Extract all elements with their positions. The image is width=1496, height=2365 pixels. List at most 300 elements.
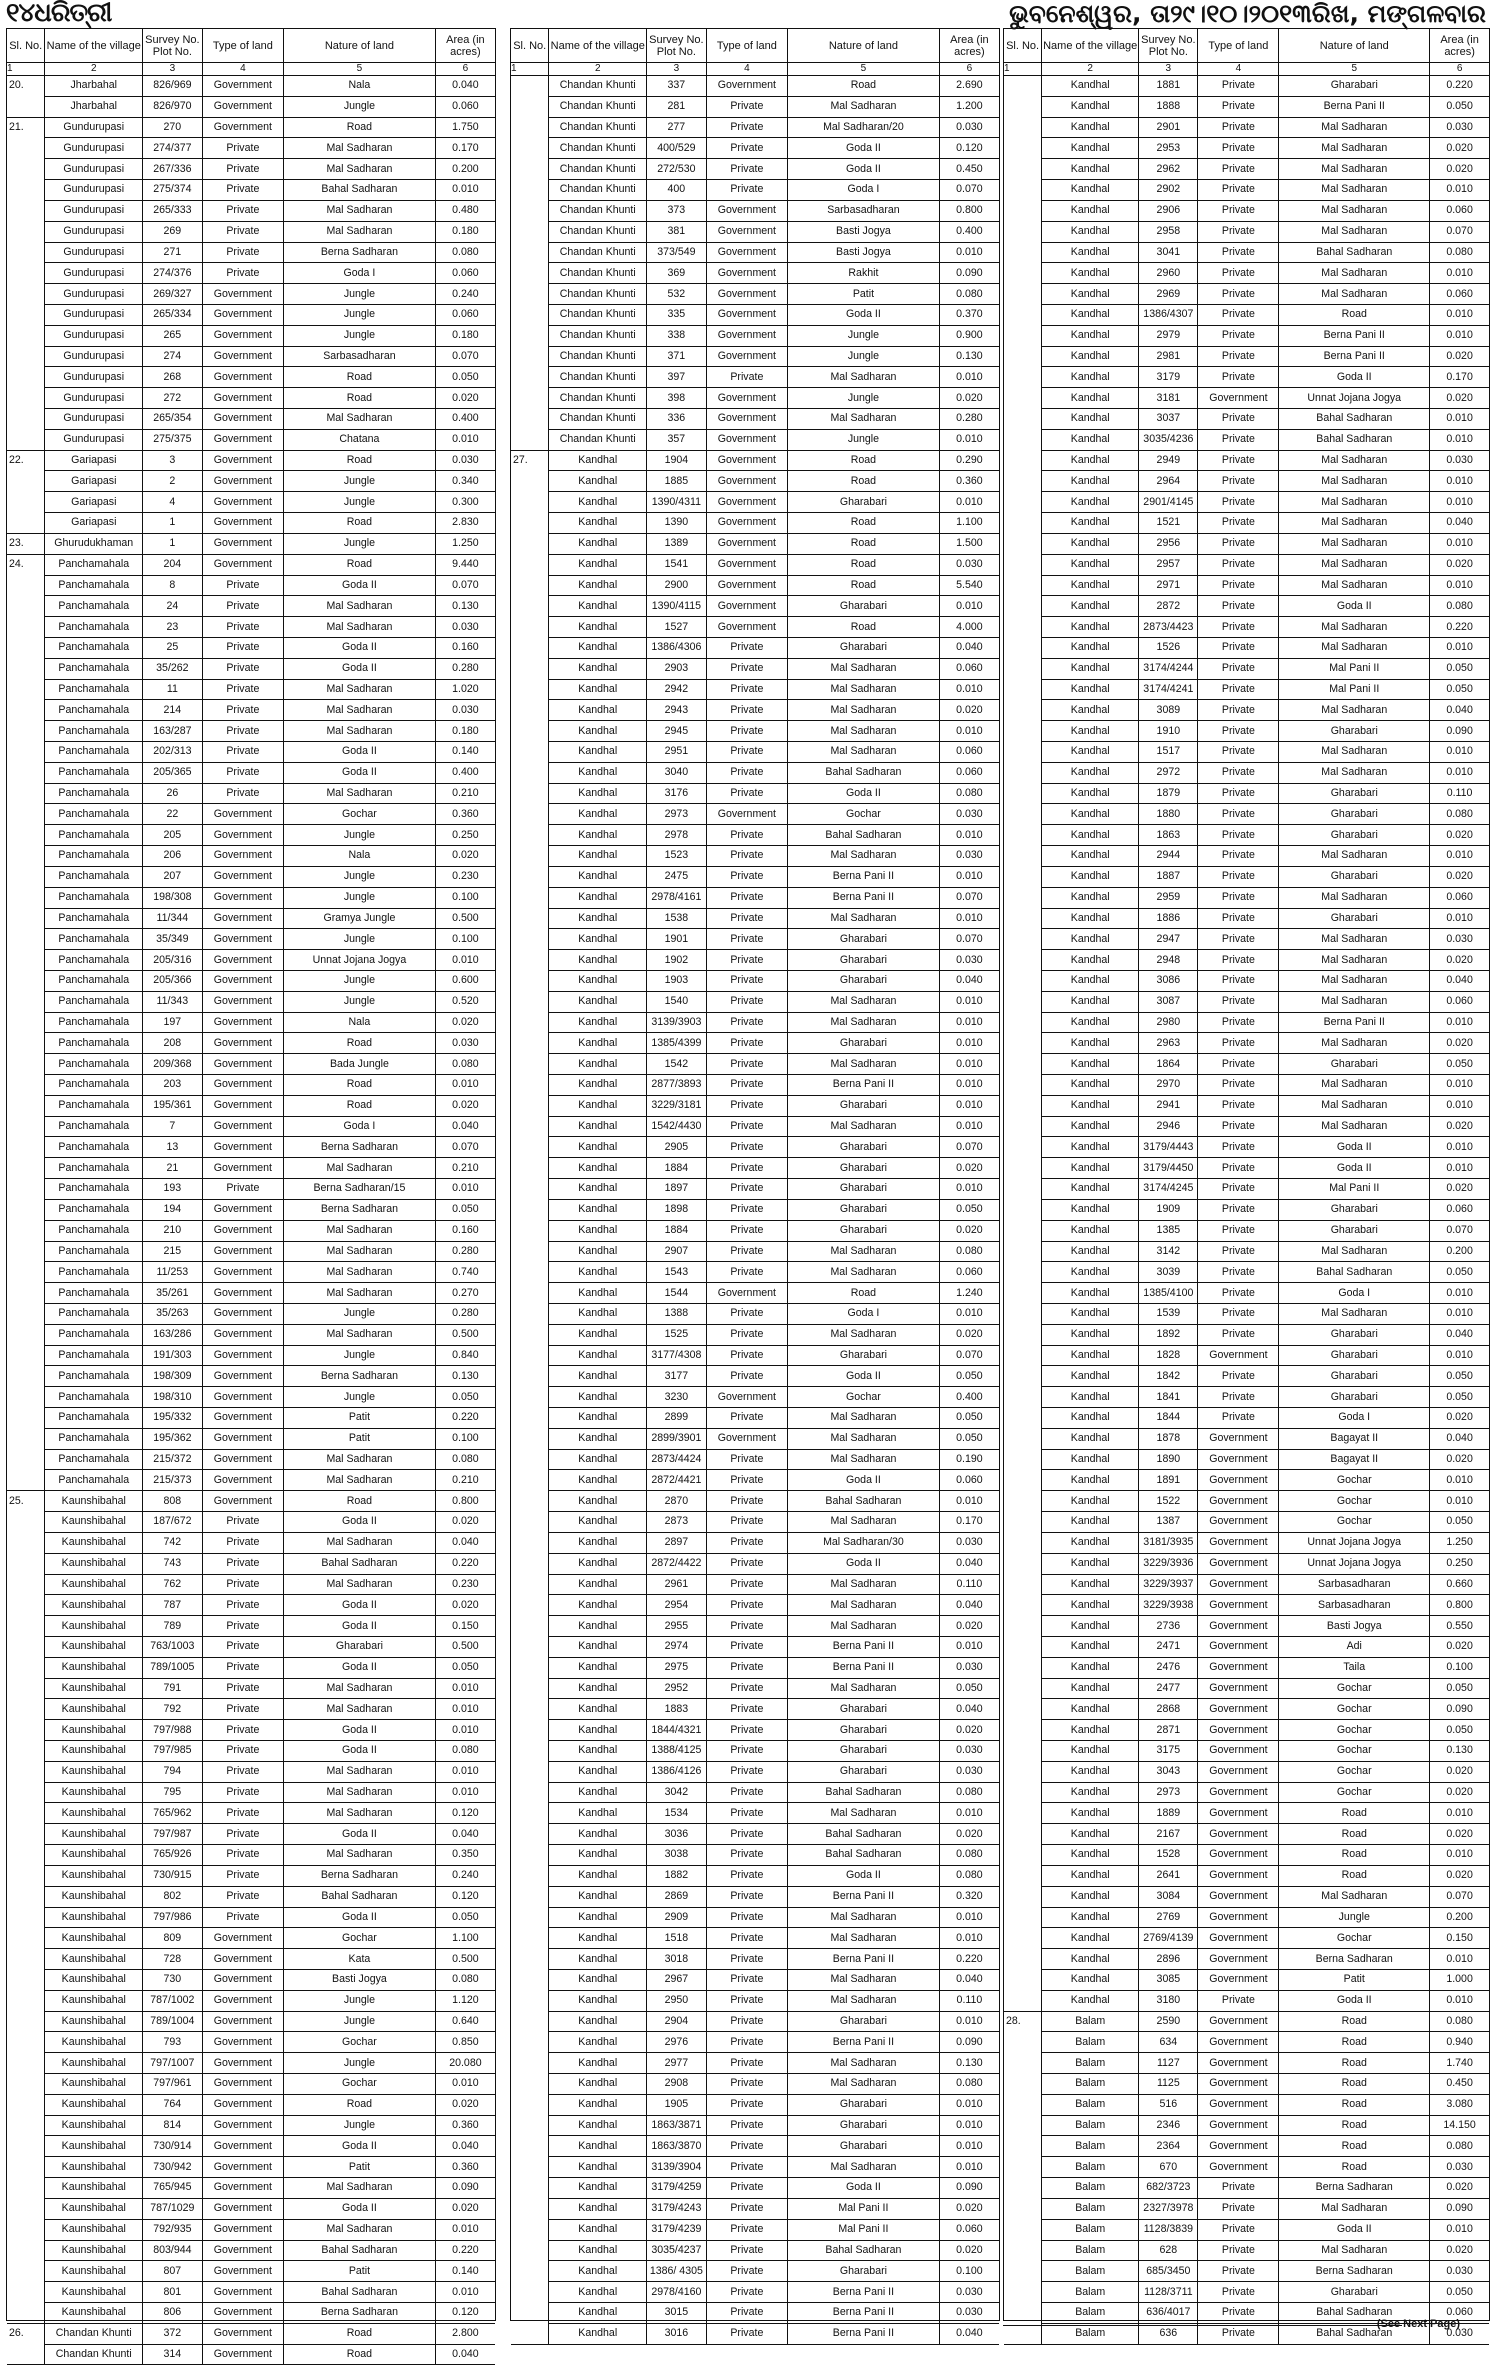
land-nature: Patit <box>284 2261 436 2282</box>
land-nature: Bahal Sadharan <box>284 1553 436 1574</box>
land-type: Private <box>1198 846 1279 867</box>
sl-no <box>7 1470 45 1491</box>
table-row <box>7 617 495 638</box>
area-acres: 0.230 <box>435 1574 495 1595</box>
sl-no <box>511 1512 549 1533</box>
survey-plot-no: 789/1004 <box>143 2011 203 2032</box>
sl-no <box>1004 533 1042 554</box>
table-row <box>7 1803 495 1824</box>
village-name: Kaunshibahal <box>45 1512 143 1533</box>
area-acres: 0.240 <box>435 1865 495 1886</box>
survey-plot-no: 2909 <box>647 1907 707 1928</box>
table-row <box>511 804 999 825</box>
table-row <box>1004 679 1489 700</box>
table-row <box>511 1865 999 1886</box>
village-name: Kandhal <box>549 1845 647 1866</box>
sl-no <box>511 388 549 409</box>
survey-plot-no: 826/969 <box>143 76 203 97</box>
area-acres: 0.010 <box>1430 1137 1489 1158</box>
village-name: Panchamahala <box>45 554 143 575</box>
land-type: Government <box>202 284 283 305</box>
land-type: Private <box>1198 2198 1279 2219</box>
survey-plot-no: 2959 <box>1139 887 1198 908</box>
land-nature: Berna Sadharan/15 <box>284 1179 436 1200</box>
village-name: Kandhal <box>1042 1990 1139 2011</box>
survey-plot-no: 2954 <box>647 1595 707 1616</box>
land-nature: Road <box>284 1095 436 1116</box>
area-acres: 2.800 <box>435 2323 495 2344</box>
land-nature: Gharabari <box>788 492 940 513</box>
area-acres: 0.020 <box>435 1095 495 1116</box>
land-type: Government <box>202 1220 283 1241</box>
area-acres: 0.060 <box>939 762 999 783</box>
survey-plot-no: 3174/4244 <box>1139 658 1198 679</box>
survey-plot-no: 281 <box>647 96 707 117</box>
sl-no <box>511 2032 549 2053</box>
land-type: Private <box>706 1324 787 1345</box>
area-acres: 0.010 <box>939 242 999 263</box>
sl-no <box>7 1845 45 1866</box>
village-name: Kandhal <box>1042 679 1139 700</box>
village-name: Kandhal <box>549 1907 647 1928</box>
survey-plot-no: 1878 <box>1139 1428 1198 1449</box>
land-nature: Berna Sadharan <box>1279 2178 1430 2199</box>
village-name: Gundurupasi <box>45 367 143 388</box>
land-type: Private <box>1198 1324 1279 1345</box>
table-row <box>7 325 495 346</box>
survey-plot-no: 2877/3893 <box>647 1075 707 1096</box>
land-type: Private <box>706 1179 787 1200</box>
survey-plot-no: 400/529 <box>647 138 707 159</box>
sl-no <box>511 96 549 117</box>
land-nature: Berna Pani II <box>788 1949 940 1970</box>
land-nature: Mal Sadharan <box>788 742 940 763</box>
survey-plot-no: 2976 <box>647 2032 707 2053</box>
land-type: Government <box>1198 1553 1279 1574</box>
area-acres: 0.080 <box>939 2074 999 2095</box>
area-acres: 0.180 <box>435 325 495 346</box>
sl-no: 27. <box>511 450 549 471</box>
survey-plot-no: 516 <box>1139 2094 1198 2115</box>
survey-plot-no: 271 <box>143 242 203 263</box>
sl-no <box>1004 1366 1042 1387</box>
table-row <box>1004 346 1489 367</box>
village-name: Balam <box>1042 2136 1139 2157</box>
land-type: Private <box>1198 96 1279 117</box>
table-row <box>7 450 495 471</box>
land-nature: Goda II <box>284 742 436 763</box>
land-type: Government <box>202 429 283 450</box>
survey-plot-no: 2950 <box>647 1990 707 2011</box>
village-name: Kaunshibahal <box>45 2302 143 2323</box>
area-acres: 0.140 <box>435 2261 495 2282</box>
area-acres: 0.070 <box>1430 1886 1489 1907</box>
land-nature: Gharabari <box>1279 1366 1430 1387</box>
survey-plot-no: 195/362 <box>143 1428 203 1449</box>
land-nature: Jungle <box>284 991 436 1012</box>
sl-no <box>1004 1033 1042 1054</box>
area-acres: 0.030 <box>1430 117 1489 138</box>
area-acres: 0.020 <box>939 1158 999 1179</box>
survey-plot-no: 1528 <box>1139 1845 1198 1866</box>
land-type: Private <box>1198 263 1279 284</box>
table-row <box>511 1345 999 1366</box>
land-type: Private <box>1198 1408 1279 1429</box>
village-name: Kandhal <box>1042 1865 1139 1886</box>
land-type: Private <box>202 658 283 679</box>
survey-plot-no: 2873/4423 <box>1139 617 1198 638</box>
sl-no <box>511 1928 549 1949</box>
sl-no <box>7 2053 45 2074</box>
land-nature: Road <box>788 617 940 638</box>
area-acres: 0.010 <box>435 1782 495 1803</box>
survey-plot-no: 682/3723 <box>1139 2178 1198 2199</box>
table-row <box>1004 1886 1489 1907</box>
table-row <box>7 2282 495 2303</box>
table-row <box>511 1574 999 1595</box>
sl-no <box>7 1949 45 1970</box>
sl-no <box>7 367 45 388</box>
village-name: Kandhal <box>549 679 647 700</box>
survey-plot-no: 2947 <box>1139 929 1198 950</box>
sl-no <box>1004 1158 1042 1179</box>
survey-plot-no: 3084 <box>1139 1886 1198 1907</box>
land-type: Government <box>202 96 283 117</box>
survey-plot-no: 2901 <box>1139 117 1198 138</box>
village-name: Kaunshibahal <box>45 2219 143 2240</box>
village-name: Balam <box>1042 2219 1139 2240</box>
land-type: Private <box>1198 1137 1279 1158</box>
village-name: Kandhal <box>549 1241 647 1262</box>
village-name: Kandhal <box>549 1824 647 1845</box>
survey-plot-no: 2953 <box>1139 138 1198 159</box>
survey-plot-no: 3035/4236 <box>1139 429 1198 450</box>
land-nature: Berna Pani II <box>788 2323 940 2344</box>
survey-plot-no: 1909 <box>1139 1199 1198 1220</box>
village-name: Kandhal <box>549 1179 647 1200</box>
survey-plot-no: 2964 <box>1139 471 1198 492</box>
area-acres: 0.080 <box>1430 804 1489 825</box>
survey-plot-no: 763/1003 <box>143 1636 203 1657</box>
area-acres: 0.010 <box>1430 846 1489 867</box>
table-row <box>7 1657 495 1678</box>
village-name: Panchamahala <box>45 1366 143 1387</box>
survey-plot-no: 3179/4243 <box>647 2198 707 2219</box>
sl-no <box>1004 970 1042 991</box>
table-row <box>511 1199 999 1220</box>
survey-plot-no: 198/309 <box>143 1366 203 1387</box>
land-type: Private <box>1198 929 1279 950</box>
land-nature: Goda II <box>284 1657 436 1678</box>
village-name: Kandhal <box>549 2302 647 2323</box>
village-name: Kandhal <box>1042 554 1139 575</box>
table-row <box>1004 866 1489 887</box>
land-nature: Road <box>284 117 436 138</box>
table-row <box>511 159 999 180</box>
land-type: Government <box>202 450 283 471</box>
village-name: Kandhal <box>549 658 647 679</box>
area-acres: 0.020 <box>939 2240 999 2261</box>
area-acres: 0.130 <box>939 2053 999 2074</box>
land-type: Private <box>706 1158 787 1179</box>
survey-plot-no: 2871 <box>1139 1720 1198 1741</box>
land-nature: Road <box>1279 2136 1430 2157</box>
land-type: Private <box>706 1720 787 1741</box>
land-nature: Mal Sadharan <box>1279 762 1430 783</box>
area-acres: 0.150 <box>1430 1928 1489 1949</box>
sl-no <box>1004 1491 1042 1512</box>
land-type: Private <box>706 1512 787 1533</box>
village-name: Kaunshibahal <box>45 1886 143 1907</box>
village-name: Kandhal <box>549 1969 647 1990</box>
land-nature: Mal Sadharan <box>1279 471 1430 492</box>
land-type: Private <box>1198 284 1279 305</box>
header-area-acres: Area (in acres) <box>446 33 485 58</box>
sl-no <box>1004 1075 1042 1096</box>
see-next-page-note: (See Next Page) <box>1376 2318 1460 2330</box>
village-name: Kandhal <box>1042 637 1139 658</box>
survey-plot-no: 215/373 <box>143 1470 203 1491</box>
table-row <box>511 1449 999 1470</box>
land-type: Government <box>202 2302 283 2323</box>
table-row <box>1004 1283 1489 1304</box>
land-nature: Mal Sadharan <box>1279 159 1430 180</box>
village-name: Kandhal <box>1042 742 1139 763</box>
table-row <box>7 388 495 409</box>
land-nature: Road <box>1279 1865 1430 1886</box>
table-row <box>511 138 999 159</box>
village-name: Chandan Khunti <box>549 429 647 450</box>
land-type: Government <box>1198 1449 1279 1470</box>
village-name: Kaunshibahal <box>45 1574 143 1595</box>
land-nature: Goda II <box>284 762 436 783</box>
sl-no <box>7 1969 45 1990</box>
village-name: Kandhal <box>1042 1741 1139 1762</box>
sl-no <box>7 1865 45 1886</box>
land-type: Private <box>706 950 787 971</box>
area-acres: 0.220 <box>1430 617 1489 638</box>
land-type: Private <box>1198 2302 1279 2323</box>
table-row <box>7 1969 495 1990</box>
land-nature: Jungle <box>284 825 436 846</box>
sl-no <box>1004 2074 1042 2095</box>
land-type: Private <box>1198 2219 1279 2240</box>
land-type: Government <box>202 1969 283 1990</box>
land-type: Government <box>202 1095 283 1116</box>
village-name: Chandan Khunti <box>549 76 647 97</box>
table-row <box>511 1220 999 1241</box>
table-row <box>1004 804 1489 825</box>
village-name: Gariapasi <box>45 450 143 471</box>
table-row <box>1004 450 1489 471</box>
table-row <box>7 284 495 305</box>
land-type: Private <box>706 1262 787 1283</box>
land-nature: Jungle <box>284 1345 436 1366</box>
survey-plot-no: 3230 <box>647 1387 707 1408</box>
survey-plot-no: 3229/3938 <box>1139 1595 1198 1616</box>
land-type: Government <box>1198 1886 1279 1907</box>
area-acres: 0.030 <box>939 804 999 825</box>
land-type: Government <box>202 1137 283 1158</box>
land-nature: Gochar <box>1279 1720 1430 1741</box>
land-type: Government <box>1198 1595 1279 1616</box>
land-nature: Road <box>788 554 940 575</box>
area-acres: 0.040 <box>1430 1324 1489 1345</box>
survey-plot-no: 203 <box>143 1075 203 1096</box>
land-type: Private <box>1198 180 1279 201</box>
sl-no: 26. <box>7 2323 45 2344</box>
area-acres: 0.090 <box>1430 721 1489 742</box>
survey-plot-no: 801 <box>143 2282 203 2303</box>
village-name: Kaunshibahal <box>45 1907 143 1928</box>
column-number: 5 <box>788 63 940 76</box>
land-nature: Unnat Jojana Jogya <box>1279 1553 1430 1574</box>
area-acres: 0.070 <box>939 929 999 950</box>
area-acres: 0.010 <box>1430 180 1489 201</box>
village-name: Panchamahala <box>45 637 143 658</box>
survey-plot-no: 2942 <box>647 679 707 700</box>
land-nature: Jungle <box>284 2011 436 2032</box>
land-type: Government <box>202 2178 283 2199</box>
table-row <box>7 1865 495 1886</box>
table-row <box>7 492 495 513</box>
village-name: Jharbahal <box>45 76 143 97</box>
area-acres: 0.080 <box>435 1054 495 1075</box>
survey-plot-no: 1902 <box>647 950 707 971</box>
land-type: Private <box>706 117 787 138</box>
sl-no <box>511 970 549 991</box>
sl-no <box>1004 221 1042 242</box>
area-acres: 0.010 <box>435 1720 495 1741</box>
survey-plot-no: 3229/3937 <box>1139 1574 1198 1595</box>
village-name: Kandhal <box>549 2115 647 2136</box>
area-acres: 0.020 <box>939 1220 999 1241</box>
table-row <box>511 575 999 596</box>
land-nature: Gharabari <box>284 1636 436 1657</box>
sl-no <box>1004 450 1042 471</box>
land-nature: Mal Sadharan <box>284 617 436 638</box>
area-acres: 0.500 <box>435 1324 495 1345</box>
header-land-type: Type of land <box>1198 29 1279 63</box>
sl-no <box>511 2240 549 2261</box>
land-nature: Sarbasadharan <box>788 200 940 221</box>
survey-plot-no: 214 <box>143 700 203 721</box>
village-name: Kandhal <box>1042 1366 1139 1387</box>
table-row <box>511 908 999 929</box>
table-row <box>511 950 999 971</box>
land-type: Government <box>1198 2011 1279 2032</box>
sl-no <box>7 887 45 908</box>
land-type: Government <box>706 1387 787 1408</box>
village-name: Kaunshibahal <box>45 1824 143 1845</box>
village-name: Chandan Khunti <box>549 388 647 409</box>
land-nature: Berna Pani II <box>788 1075 940 1096</box>
area-acres: 0.230 <box>435 866 495 887</box>
area-acres: 0.660 <box>1430 1574 1489 1595</box>
table-row <box>511 1283 999 1304</box>
area-acres: 0.250 <box>1430 1553 1489 1574</box>
land-type: Government <box>706 554 787 575</box>
area-acres: 0.010 <box>1430 1345 1489 1366</box>
land-nature: Jungle <box>284 471 436 492</box>
land-nature: Goda II <box>284 1720 436 1741</box>
land-nature: Mal Sadharan <box>1279 637 1430 658</box>
village-name: Kandhal <box>1042 1824 1139 1845</box>
land-nature: Gharabari <box>788 2094 940 2115</box>
land-nature: Bahal Sadharan <box>788 1782 940 1803</box>
land-type: Government <box>706 450 787 471</box>
table-row <box>511 1512 999 1533</box>
land-nature: Berna Pani II <box>788 887 940 908</box>
village-name: Kandhal <box>549 1657 647 1678</box>
sl-no <box>511 2282 549 2303</box>
area-acres: 0.360 <box>435 2115 495 2136</box>
table-row <box>1004 1699 1489 1720</box>
sl-no <box>1004 242 1042 263</box>
land-type: Private <box>1198 575 1279 596</box>
area-acres: 0.010 <box>939 1116 999 1137</box>
land-type: Private <box>706 1616 787 1637</box>
table-row <box>1004 1366 1489 1387</box>
land-type: Government <box>202 117 283 138</box>
table-row <box>1004 783 1489 804</box>
survey-plot-no: 1544 <box>647 1283 707 1304</box>
area-acres: 0.010 <box>939 1033 999 1054</box>
land-nature: Gharabari <box>788 929 940 950</box>
table-row <box>511 1886 999 1907</box>
table-row <box>511 76 999 97</box>
survey-plot-no: 1904 <box>647 450 707 471</box>
area-acres: 0.040 <box>1430 1428 1489 1449</box>
table-row <box>7 1075 495 1096</box>
survey-plot-no: 762 <box>143 1574 203 1595</box>
survey-plot-no: 1897 <box>647 1179 707 1200</box>
land-nature: Mal Sadharan <box>1279 991 1430 1012</box>
village-name: Kandhal <box>1042 513 1139 534</box>
village-name: Kandhal <box>549 1054 647 1075</box>
land-type: Government <box>202 1366 283 1387</box>
area-acres: 0.030 <box>939 1532 999 1553</box>
table-row <box>7 1158 495 1179</box>
village-name: Kaunshibahal <box>45 2198 143 2219</box>
table-row <box>1004 1616 1489 1637</box>
land-type: Government <box>1198 1803 1279 1824</box>
sl-no <box>7 1408 45 1429</box>
village-name: Panchamahala <box>45 1012 143 1033</box>
sl-no <box>7 2094 45 2115</box>
land-nature: Jungle <box>284 533 436 554</box>
area-acres: 0.080 <box>939 1865 999 1886</box>
survey-plot-no: 2980 <box>1139 1012 1198 1033</box>
survey-plot-no: 205/365 <box>143 762 203 783</box>
land-nature: Road <box>788 450 940 471</box>
area-acres: 0.060 <box>939 742 999 763</box>
village-name: Kandhal <box>549 721 647 742</box>
sl-no <box>1004 2157 1042 2178</box>
village-name: Kandhal <box>549 1532 647 1553</box>
land-nature: Gharabari <box>788 637 940 658</box>
survey-plot-no: 1844 <box>1139 1408 1198 1429</box>
area-acres: 0.130 <box>939 346 999 367</box>
table-row <box>511 866 999 887</box>
survey-plot-no: 803/944 <box>143 2240 203 2261</box>
sl-no <box>7 2157 45 2178</box>
table-row <box>511 1657 999 1678</box>
village-name: Kandhal <box>549 637 647 658</box>
sl-no <box>511 1179 549 1200</box>
survey-plot-no: 765/926 <box>143 1845 203 1866</box>
land-type: Government <box>202 2115 283 2136</box>
